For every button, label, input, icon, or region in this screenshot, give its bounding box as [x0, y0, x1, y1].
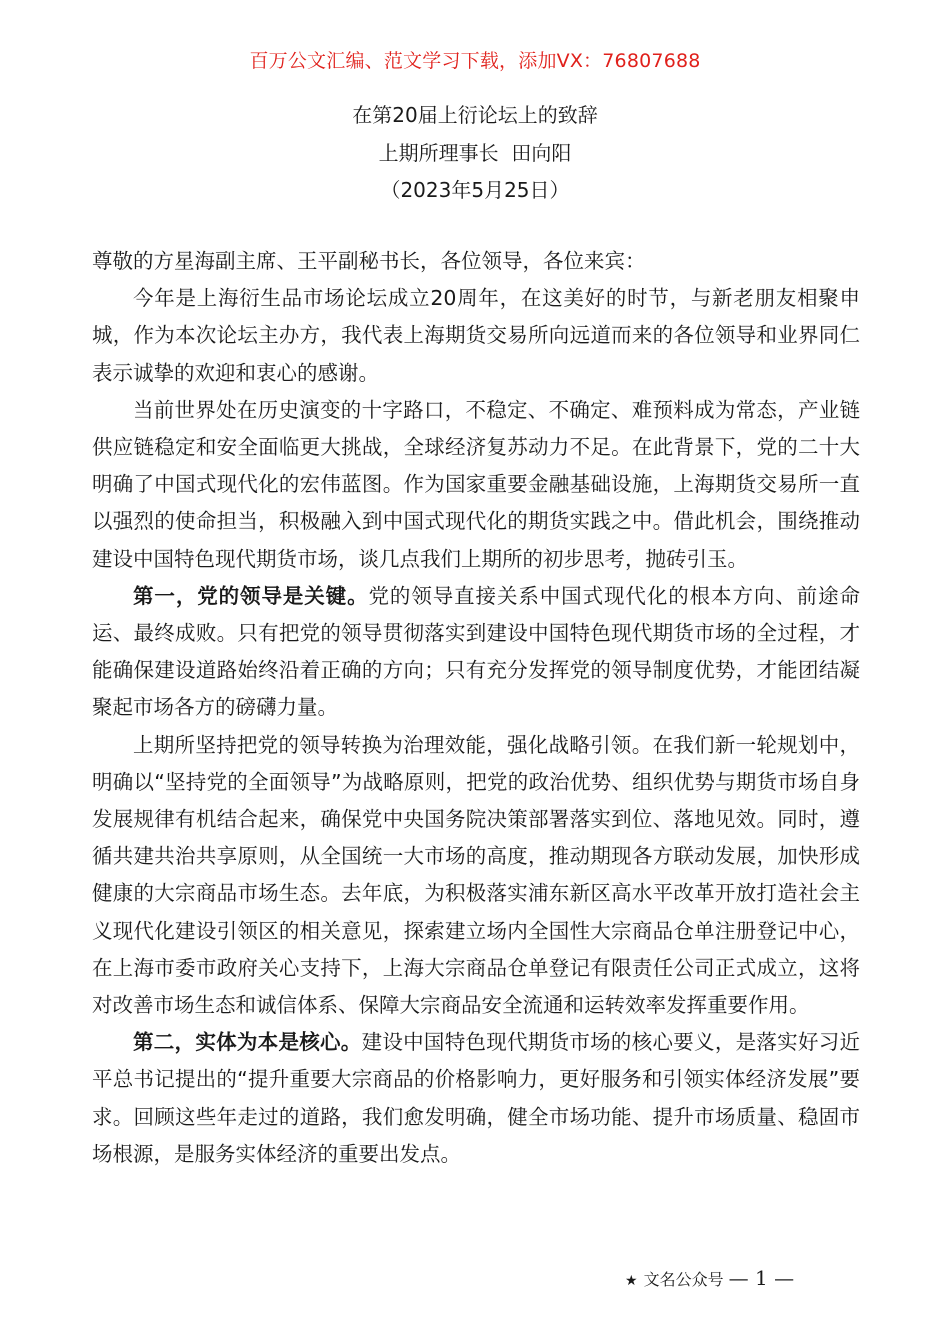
paragraph-text: 党的领导直接关系中国式现代化的根本方向、前途命运、最终成败。只有把党的领导贯彻落实到建设中国特色现代期货市场的全过程，才能确保建设道路始终沿着正确的方向；只有充分发挥党的领导制度优势，才能团结凝聚起市场各方的磅礴力量。: [92, 583, 860, 720]
speech-date: （2023年5月25日）: [380, 178, 570, 202]
speech-title: 在第20届上衍论坛上的致辞: [352, 103, 598, 127]
promo-banner: 百万公文汇编、范文学习下载，添加VX：76807688: [249, 50, 701, 72]
body-paragraph: [92, 727, 860, 1025]
paragraph-text: 今年是上海衍生品市场论坛成立20周年，在这美好的时节，与新老朋友相聚申城，作为本次论坛主办方，我代表上海期货交易所向远道而来的各位领导和业界同仁表示诚挚的欢迎和衷心的感谢。: [92, 286, 860, 385]
footer-label: 文名公众号: [643, 1270, 724, 1289]
speech-body: [92, 243, 860, 1173]
paragraph-lead-bold: 第二，实体为本是核心。: [133, 1030, 362, 1055]
body-paragraph: [92, 578, 860, 727]
speech-author: 上期所理事长 田向阳: [378, 141, 572, 165]
salutation-paragraph: [92, 243, 860, 280]
paragraph-lead-bold: 第一，党的领导是关键。: [133, 583, 369, 608]
page-number: — 1 —: [728, 1266, 795, 1290]
paragraph-text: 建设中国特色现代期货市场的核心要义，是落实好习近平总书记提出的“提升重要大宗商品的价格影响力，更好服务和引领实体经济发展”要求。回顾这些年走过的道路，我们愈发明确，健全市场功能、提升市场质量、稳固市场根源，是服务实体经济的重要出发点。: [92, 1030, 861, 1166]
salutation-text: 尊敬的方星海副主席、王平副秘书长，各位领导，各位来宾：: [92, 249, 646, 273]
body-paragraph: [92, 392, 860, 578]
paragraph-text: 上期所坚持把党的领导转换为治理效能，强化战略引领。在我们新一轮规划中，明确以“坚持党的全面领导”为战略原则，把党的政治优势、组织优势与期货市场自身发展规律有机结合起来，确保党中央国务院决策部署落实到位、落地见效。同时，遵循共建共治共享原则，从全国统一大市场的高度，推动期现各方联动发展，加快形成健康的大宗商品市场生态。去年底，为积极落实浦东新区高水平改革开放打造社会主义现代化建设引领区的相关意见，探索建立场内全国性大宗商品仓单注册登记中心，在上海市委市政府关心支持下，上海大宗商品仓单登记有限责任公司正式成立，这将对改善市场生态和诚信体系、保障大宗商品安全流通和运转效率发挥重要作用。: [92, 732, 860, 1018]
body-paragraph: [92, 1024, 860, 1173]
page-footer: [625, 1266, 865, 1290]
star-icon: ★: [625, 1273, 638, 1289]
body-paragraph: [92, 280, 860, 392]
paragraph-text: 当前世界处在历史演变的十字路口，不稳定、不确定、难预料成为常态，产业链供应链稳定和安全面临更大挑战，全球经济复苏动力不足。在此背景下，党的二十大明确了中国式现代化的宏伟蓝图。作为国家重要金融基础设施，上海期货交易所一直以强烈的使命担当，积极融入到中国式现代化的期货实践之中。借此机会，围绕推动建设中国特色现代期货市场，谈几点我们上期所的初步思考，抛砖引玉。: [92, 397, 860, 571]
